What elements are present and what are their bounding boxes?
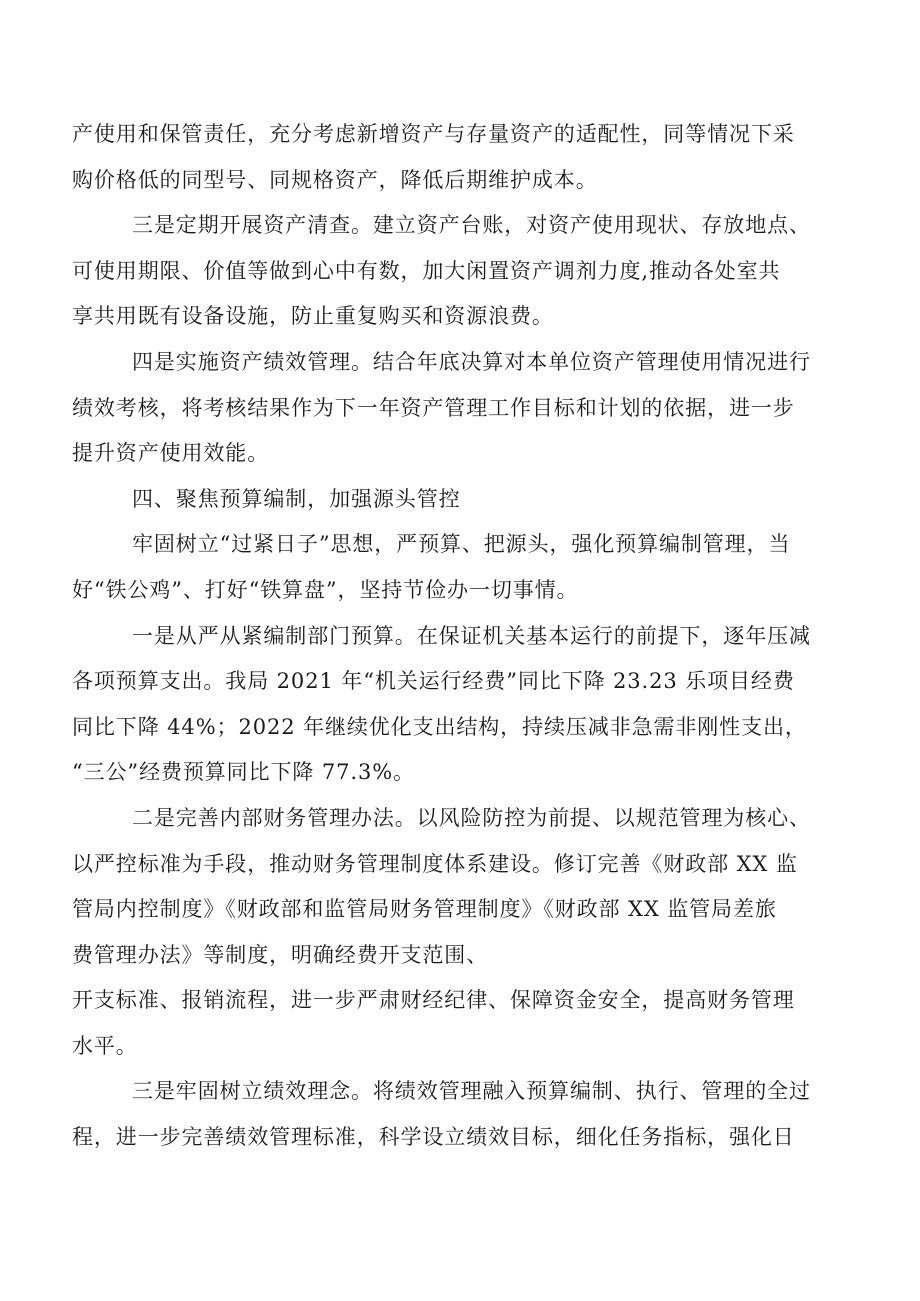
- text-line: 绩效考核，将考核结果作为下一年资产管理工作目标和计划的依据，进一步: [72, 395, 795, 420]
- text-line: 可使用期限、价值等做到心中有数，加大闲置资产调剂力度,推动各处室共: [72, 258, 781, 283]
- text-line: 程，进一步完善绩效管理标准，科学设立绩效目标，细化任务指标，强化日: [72, 1125, 795, 1150]
- text-line: 购价格低的同型号、同规格资产，降低后期维护成本。: [72, 167, 598, 192]
- text-line: 各项预算支出。我局 2021 年“机关运行经费”同比下降 23.23 乐项目经费: [72, 669, 795, 694]
- text-line: 同比下降 44%；2022 年继续优化支出结构，持续压减非急需非刚性支出，: [72, 714, 807, 739]
- paragraph-start-line: 牢固树立“过紧日子”思想，严预算、把源头，强化预算编制管理，当: [132, 532, 791, 557]
- paragraph-start-line: 三是牢固树立绩效理念。将绩效管理融入预算编制、执行、管理的全过: [132, 1079, 811, 1104]
- paragraph-start-line: 一是从严从紧编制部门预算。在保证机关基本运行的前提下，逐年压减: [132, 623, 811, 648]
- document-body: [72, 112, 858, 1161]
- text-line: “三公”经费预算同比下降 77.3%。: [72, 760, 415, 785]
- text-line: 开支标准、报销流程，进一步严肃财经纪律、保障资金安全，提高财务管理: [72, 988, 795, 1013]
- text-line: 费管理办法》等制度，明确经费开支范围、: [72, 942, 489, 967]
- text-line: 产使用和保管责任，充分考虑新增资产与存量资产的适配性，同等情况下采: [72, 122, 795, 146]
- text-line: 水平。: [72, 1033, 138, 1058]
- text-line: 好“铁公鸡”、打好“铁算盘”，坚持节俭办一切事情。: [72, 577, 579, 602]
- paragraph-start-line: 四是实施资产绩效管理。结合年底决算对本单位资产管理使用情况进行: [132, 349, 811, 374]
- text-line: 以严控标准为手段，推动财务管理制度体系建设。修订完善《财政部 XX 监: [72, 851, 798, 876]
- text-line: 享共用既有设备设施，防止重复购买和资源浪费。: [72, 304, 554, 329]
- paragraph-start-line: 二是完善内部财务管理办法。以风险防控为前提、以规范管理为核心、: [132, 805, 811, 830]
- text-line: 提升资产使用效能。: [72, 441, 270, 466]
- paragraph-start-line: 三是定期开展资产清查。建立资产台账，对资产使用现状、存放地点、: [132, 213, 811, 238]
- text-line: 管局内控制度》《财政部和监管局财务管理制度》《财政部 XX 监管局差旅: [72, 897, 777, 922]
- section-heading: 四、聚焦预算编制，加强源头管控: [132, 486, 461, 511]
